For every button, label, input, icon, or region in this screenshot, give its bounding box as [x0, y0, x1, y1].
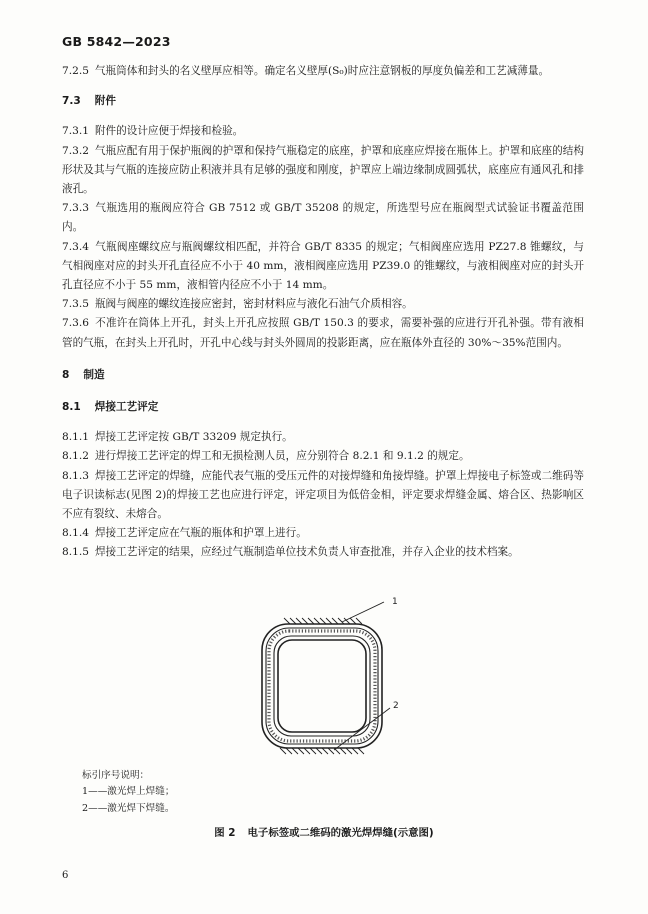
clause-8-1-1: [62, 428, 584, 447]
clause-number: 8.1.1: [62, 431, 89, 444]
clause-number: 7.3.5: [62, 298, 89, 311]
clause-number: 7.3.3: [62, 202, 89, 215]
clause-number: 7.3: [62, 95, 81, 108]
figure-2-diagram: [250, 590, 420, 770]
callout-1: 1: [392, 597, 398, 607]
clause-number: 7.3.2: [62, 144, 89, 157]
clause-text: 焊接工艺评定应在气瓶的瓶体和护罩上进行。: [94, 527, 307, 540]
clause-number: 8: [62, 368, 70, 381]
callout-2: 2: [393, 701, 399, 711]
clause-text: 气瓶应配有用于保护瓶阀的护罩和保持气瓶稳定的底座，护罩和底座应焊接在瓶体上。护罩和底座的结构形状及其与气瓶的连接应防止积液并具有足够的强度和刚度，护罩应上端边缘制成圆弧状，底座应有通风孔和排液孔。: [62, 144, 584, 196]
leader-line-1: [342, 602, 384, 622]
clause-number: 8.1.4: [62, 527, 89, 540]
clause-number: 7.2.5: [62, 65, 89, 77]
clause-number: 8.1.5: [62, 546, 89, 559]
clause-7-3-5: [62, 295, 584, 314]
clause-text: 气瓶选用的瓶阀应符合 GB 7512 或 GB/T 35208 的规定，所选型号应在瓶阀型式试验证书覆盖范围内。: [62, 202, 584, 234]
clause-text: 焊接工艺评定: [94, 401, 159, 414]
clause-8-1-5: [62, 543, 584, 562]
lower-weld-seam: [280, 748, 364, 754]
clause-text: 不准许在筒体上开孔，封头上开孔应按照 GB/T 150.3 的要求，需要补强的应进行开孔补强。带有液相管的气瓶，在封头上开孔时，开孔中心线与封头外圆周的投影距离，应在瓶体外直径的 30%～35%范围内。: [62, 317, 584, 349]
inner-frame: [278, 640, 366, 732]
page-number: 6: [62, 870, 69, 881]
inner-frame-outer-line: [274, 636, 370, 736]
clause-number: 8.1.2: [62, 450, 89, 463]
figure-legend: [82, 768, 174, 817]
clause-7-3-4: [62, 238, 584, 296]
section-heading-7-3: [62, 92, 584, 111]
clause-text: 瓶阀与阀座的螺纹连接应密封，密封材料应与液化石油气介质相容。: [94, 298, 413, 311]
clause-7-2-5: [62, 62, 584, 81]
clause-7-3-2: [62, 142, 584, 200]
clause-number: 8.1: [62, 401, 81, 414]
document-body: [62, 62, 584, 563]
clause-text: 气瓶筒体和封头的名义壁厚应相等。确定名义壁厚(S₀)时应注意钢板的厚度负偏差和工艺减薄量。: [94, 65, 550, 77]
clause-number: 7.3.6: [62, 317, 89, 330]
clause-text: 制造: [83, 368, 105, 381]
legend-title: 标引序号说明：: [82, 770, 150, 781]
clause-text: 附件的设计应便于焊接和检验。: [94, 125, 244, 138]
outer-frame-inner-line: [266, 628, 378, 744]
clause-8-1-3: [62, 467, 584, 525]
weld-schematic: [250, 590, 420, 770]
standard-header: GB 5842—2023: [62, 34, 171, 49]
figure-caption: [0, 824, 648, 839]
section-heading-8-1: [62, 398, 584, 417]
clause-number: 7.3.4: [62, 240, 89, 253]
clause-8-1-2: [62, 447, 584, 466]
clause-text: 进行焊接工艺评定的焊工和无损检测人员，应分别符合 8.2.1 和 9.1.2 的规定。: [94, 450, 470, 463]
figure-number: 图 2: [214, 827, 236, 839]
figure-title: 电子标签或二维码的激光焊焊缝(示意图): [247, 827, 434, 839]
clause-number: 7.3.1: [62, 125, 89, 138]
clause-7-3-3: [62, 199, 584, 237]
hatched-band: [269, 631, 375, 741]
clause-text: 气瓶阀座螺纹应与瓶阀螺纹相匹配，并符合 GB/T 8335 的规定；气相阀座应选用 PZ27.8 锥螺纹，与气相阀座对应的封头开孔直径应不小于 40 mm，液相阀座应选用 PZ39.0 的锥螺纹，与液相阀座对应的封头开孔直径应不小于 55 mm，液相管内径应不小于 14 mm。: [62, 240, 584, 292]
clause-text: 焊接工艺评定的焊缝，应能代表气瓶的受压元件的对接焊缝和角接焊缝。护罩上焊接电子标签或二维码等电子识读标志(见图 2)的焊接工艺也应进行评定，评定项目为低倍金相，评定要求焊缝金属、熔合区、热影响区不应有裂纹、未熔合。: [62, 469, 584, 521]
legend-item-2: 2——激光焊下焊缝。: [82, 802, 175, 814]
clause-number: 8.1.3: [62, 469, 89, 482]
clause-text: 附件: [94, 95, 116, 108]
outer-frame: [262, 624, 382, 748]
clause-text: 焊接工艺评定按 GB/T 33209 规定执行。: [94, 431, 293, 444]
clause-text: 焊接工艺评定的结果，应经过气瓶制造单位技术负责人审查批准，并存入企业的技术档案。: [94, 546, 519, 559]
clause-7-3-1: [62, 122, 584, 141]
legend-item-1: 1——激光焊上焊缝；: [82, 786, 175, 798]
clause-8-1-4: [62, 524, 584, 543]
upper-weld-seam: [284, 618, 362, 624]
chapter-heading-8: [62, 366, 584, 385]
clause-7-3-6: [62, 314, 584, 352]
